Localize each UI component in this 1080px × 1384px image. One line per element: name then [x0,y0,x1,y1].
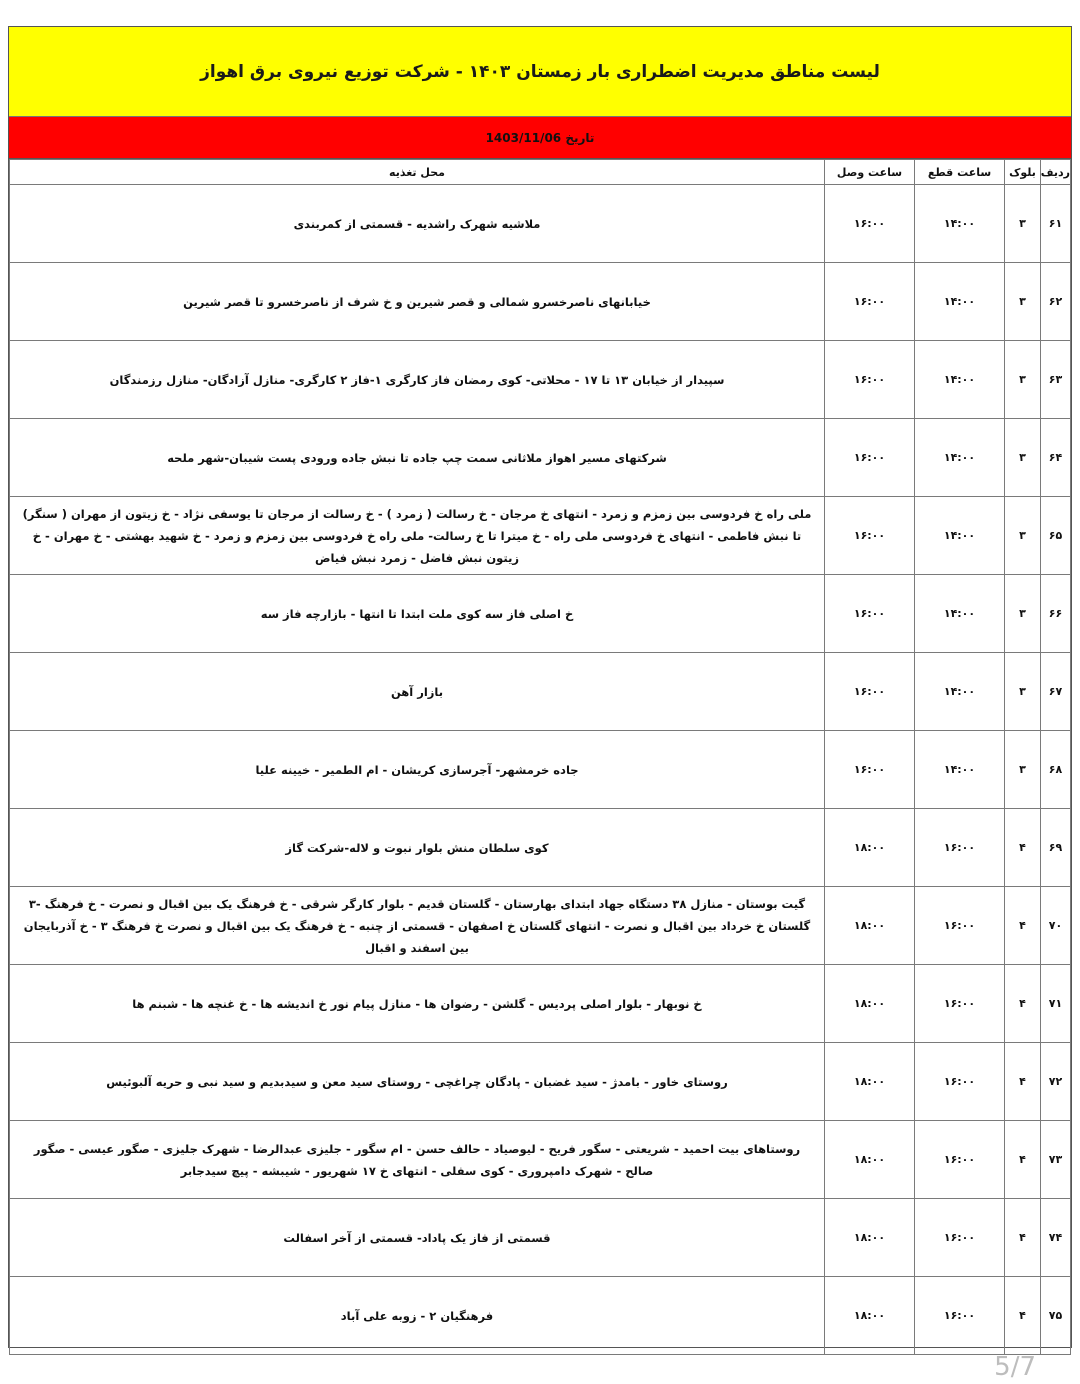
cell-cut-time: ۱۶:۰۰ [915,887,1005,965]
cell-block: ۴ [1005,1199,1041,1277]
cell-connect-time: ۱۶:۰۰ [825,341,915,419]
cell-row-no: ۶۳ [1041,341,1071,419]
table-row [10,263,1071,341]
cell-cut-time: ۱۴:۰۰ [915,341,1005,419]
cell-area: روستای خاور - بامدژ - سید غضبان - پادگان چراغچی - روستای سید معن و سیدبدیم و سید نبی و حریه آلبوئیس [10,1043,825,1121]
document-title: لیست مناطق مدیریت اضطراری بار زمستان ۱۴۰۳ - شرکت توزیع نیروی برق اهواز [200,61,880,82]
header-cut-time: ساعت قطع [915,160,1005,185]
table-row [10,341,1071,419]
cell-block: ۴ [1005,887,1041,965]
cell-area: قسمتی از فاز یک پاداد- قسمتی از آخر اسفالت [10,1199,825,1277]
cell-block: ۴ [1005,809,1041,887]
cell-row-no: ۶۴ [1041,419,1071,497]
cell-area: کوی سلطان منش بلوار نبوت و لاله-شرکت گاز [10,809,825,887]
cell-connect-time: ۱۸:۰۰ [825,1199,915,1277]
header-block: بلوک [1005,160,1041,185]
table-row [10,653,1071,731]
cell-cut-time: ۱۶:۰۰ [915,1121,1005,1199]
cell-block: ۳ [1005,497,1041,575]
cell-block: ۳ [1005,575,1041,653]
cell-row-no: ۷۴ [1041,1199,1071,1277]
cell-area: ملی راه خ فردوسی بین زمزم و زمرد - انتهای خ مرجان - خ رسالت ( زمرد ) - خ رسالت از مرجان تا یوسفی نژاد - خ زیتون از مهران ( سنگر) تا نبش فاطمی - انتهای خ فردوسی ملی راه - خ میترا تا خ رسالت- ملی راه خ فردوسی بین زمزم و زمرد - خ شهید بهشتی - خ مهران - خ زیتون نبش فاضل - زمرد نبش فیاض [10,497,825,575]
cell-connect-time: ۱۸:۰۰ [825,887,915,965]
cell-cut-time: ۱۶:۰۰ [915,1277,1005,1355]
date-banner [9,117,1071,159]
table-row [10,731,1071,809]
cell-connect-time: ۱۶:۰۰ [825,731,915,809]
cell-block: ۴ [1005,1043,1041,1121]
cell-area: گیت بوستان - منازل ۳۸ دستگاه جهاد ابتدای بهارستان - گلستان قدیم - بلوار کارگر شرقی - خ فرهنگ یک بین اقبال و نصرت - خ فرهنگ -۳ گلستان خ خرداد بین اقبال و نصرت - انتهای گلستان خ اصفهان - قسمتی از چنبه - خ فرهنگ یک بین اقبال و نصرت خ فرهنگ ۳ - خ آذربایجان بین اسفند و اقبال [10,887,825,965]
cell-block: ۴ [1005,1277,1041,1355]
header-connect-time: ساعت وصل [825,160,915,185]
cell-block: ۴ [1005,965,1041,1043]
cell-block: ۳ [1005,263,1041,341]
cell-cut-time: ۱۴:۰۰ [915,731,1005,809]
cell-connect-time: ۱۸:۰۰ [825,965,915,1043]
cell-row-no: ۶۲ [1041,263,1071,341]
cell-connect-time: ۱۶:۰۰ [825,419,915,497]
cell-cut-time: ۱۶:۰۰ [915,1199,1005,1277]
cell-row-no: ۷۱ [1041,965,1071,1043]
cell-block: ۴ [1005,1121,1041,1199]
cell-cut-time: ۱۴:۰۰ [915,497,1005,575]
cell-area: شرکتهای مسیر اهواز ملاثانی سمت چپ جاده تا نبش جاده ورودی پست شیبان-شهر ملحه [10,419,825,497]
cell-cut-time: ۱۶:۰۰ [915,809,1005,887]
cell-cut-time: ۱۴:۰۰ [915,263,1005,341]
cell-row-no: ۶۷ [1041,653,1071,731]
cell-cut-time: ۱۶:۰۰ [915,965,1005,1043]
cell-connect-time: ۱۸:۰۰ [825,1121,915,1199]
cell-connect-time: ۱۶:۰۰ [825,185,915,263]
cell-row-no: ۷۳ [1041,1121,1071,1199]
cell-connect-time: ۱۶:۰۰ [825,497,915,575]
cell-connect-time: ۱۸:۰۰ [825,809,915,887]
cell-block: ۳ [1005,419,1041,497]
cell-cut-time: ۱۴:۰۰ [915,419,1005,497]
cell-row-no: ۷۵ [1041,1277,1071,1355]
cell-area: خیابانهای ناصرخسرو شمالی و قصر شیرین و خ شرف از ناصرخسرو تا قصر شیرین [10,263,825,341]
cell-cut-time: ۱۴:۰۰ [915,185,1005,263]
outage-schedule-sheet [8,26,1072,1348]
table-row [10,497,1071,575]
header-area: محل تغذیه [10,160,825,185]
table-row [10,419,1071,497]
cell-connect-time: ۱۶:۰۰ [825,575,915,653]
cell-row-no: ۶۵ [1041,497,1071,575]
table-row [10,809,1071,887]
cell-row-no: ۷۰ [1041,887,1071,965]
cell-row-no: ۶۹ [1041,809,1071,887]
table-row [10,887,1071,965]
cell-area: خ نوبهار - بلوار اصلی پردیس - گلشن - رضوان ها - منازل پیام نور خ اندیشه ها - خ غنچه ها - شبنم ها [10,965,825,1043]
cell-connect-time: ۱۸:۰۰ [825,1277,915,1355]
table-row [10,1277,1071,1355]
page-counter: 5/7 [994,1352,1036,1382]
date-label: تاریخ [565,130,595,145]
cell-cut-time: ۱۴:۰۰ [915,575,1005,653]
cell-block: ۳ [1005,653,1041,731]
cell-area: بازار آهن [10,653,825,731]
cell-connect-time: ۱۸:۰۰ [825,1043,915,1121]
cell-connect-time: ۱۶:۰۰ [825,263,915,341]
table-row [10,1199,1071,1277]
cell-row-no: ۶۱ [1041,185,1071,263]
cell-connect-time: ۱۶:۰۰ [825,653,915,731]
table-row [10,185,1071,263]
outage-table [9,159,1071,1355]
table-row [10,1043,1071,1121]
cell-row-no: ۶۶ [1041,575,1071,653]
cell-area: خ اصلی فاز سه کوی ملت ابتدا تا انتها - بازارچه فاز سه [10,575,825,653]
table-header-row [10,160,1071,185]
cell-cut-time: ۱۶:۰۰ [915,1043,1005,1121]
cell-area: فرهنگیان ۲ - زوبه علی آباد [10,1277,825,1355]
date-value: 1403/11/06 [485,130,562,145]
cell-area: جاده خرمشهر- آجرسازی کریشان - ام الطمیر - خیینه علیا [10,731,825,809]
cell-block: ۳ [1005,341,1041,419]
cell-row-no: ۶۸ [1041,731,1071,809]
cell-area: ملاشیه شهرک راشدیه - قسمتی از کمربندی [10,185,825,263]
cell-row-no: ۷۲ [1041,1043,1071,1121]
cell-block: ۳ [1005,731,1041,809]
cell-area: سپیدار از خیابان ۱۳ تا ۱۷ - محلاتی- کوی رمضان فاز کارگری ۱-فاز ۲ کارگری- منازل آزادگان- منازل رزمندگان [10,341,825,419]
cell-area: روستاهای بیت احمید - شریعتی - سگور فریح - لیوصیاد - حالف حسن - ام سگور - جلیزی عبدالرضا - شهرک جلیزی - صگور عیسی - صگور صالح - شهرک دامپروری - کوی سفلی - انتهای خ ۱۷ شهریور - شیبشه - پیچ سیدجابر [10,1121,825,1199]
title-banner [9,27,1071,117]
table-row [10,575,1071,653]
table-row [10,1121,1071,1199]
header-row-no: ردیف [1041,160,1071,185]
date-line [486,131,595,145]
table-row [10,965,1071,1043]
cell-cut-time: ۱۴:۰۰ [915,653,1005,731]
table-body [10,185,1071,1355]
cell-block: ۳ [1005,185,1041,263]
